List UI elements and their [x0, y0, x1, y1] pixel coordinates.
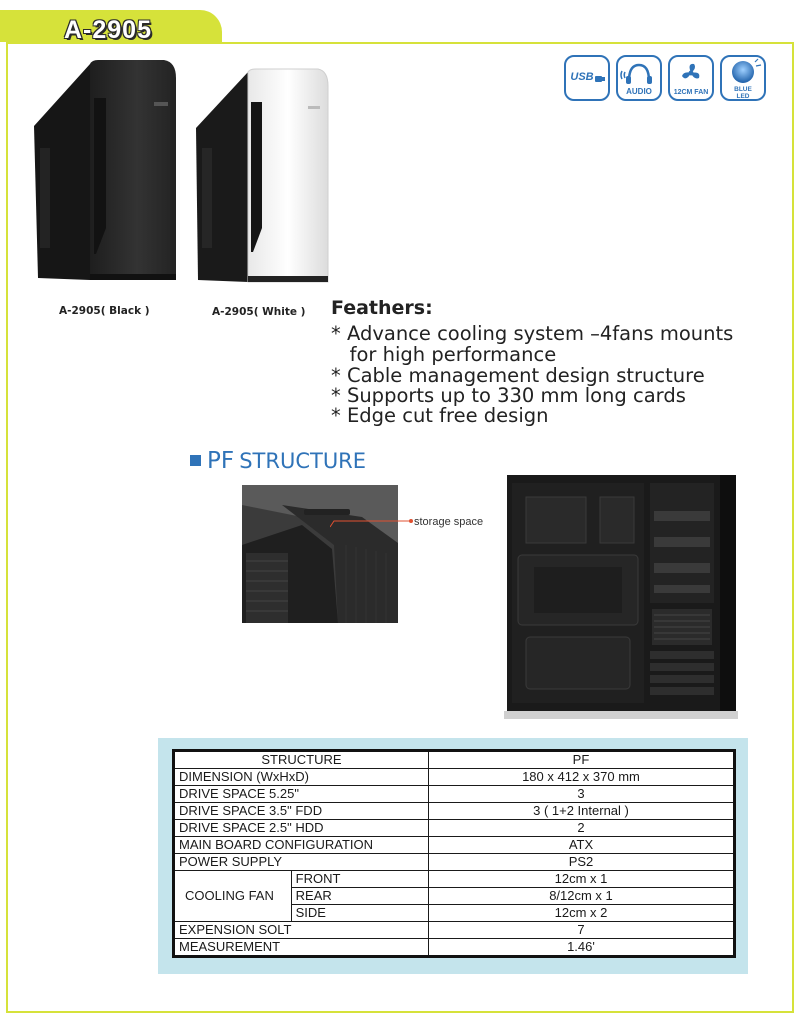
feature-line-1: * Advance cooling system –4fans mounts: [331, 322, 734, 345]
cooling-position: SIDE: [291, 905, 428, 922]
structure-heading: [190, 448, 366, 474]
structure-heading-pf: PF: [207, 448, 235, 474]
table-row: [174, 854, 735, 871]
feature-line-3: * Cable management design structure: [331, 364, 705, 387]
cooling-fan-label: COOLING FAN: [174, 871, 292, 922]
table-row: [174, 871, 735, 888]
audio-icon: [618, 59, 660, 89]
white-case-image: [196, 68, 332, 286]
led-badge-label-1: BLUE: [734, 86, 752, 93]
fan-icon: [670, 59, 712, 89]
audio-badge: [616, 55, 662, 101]
spec-value: ATX: [428, 837, 734, 854]
spec-value: 3: [428, 786, 734, 803]
spec-label: DIMENSION (WxHxD): [174, 769, 429, 786]
led-badge: [720, 55, 766, 101]
storage-detail-image: [242, 485, 398, 623]
spec-value: PS2: [428, 854, 734, 871]
interior-case-image: [504, 475, 738, 719]
structure-heading-rest: STRUCTURE: [239, 449, 367, 473]
spec-label: MAIN BOARD CONFIGURATION: [174, 837, 429, 854]
spec-label: DRIVE SPACE 2.5" HDD: [174, 820, 429, 837]
feature-line-2: for high performance: [331, 343, 557, 366]
spec-label: DRIVE SPACE 5.25": [174, 786, 429, 803]
led-badge-label-2: LED: [736, 93, 750, 100]
cooling-value: 12cm x 1: [428, 871, 734, 888]
spec-value: 2: [428, 820, 734, 837]
table-row: [174, 922, 735, 939]
model-title: A-2905: [64, 16, 152, 44]
table-row: [174, 786, 735, 803]
usb-badge-label: USB: [570, 71, 594, 83]
spec-header-pf: PF: [428, 751, 734, 769]
audio-badge-label: AUDIO: [626, 87, 652, 96]
feature-line-5: * Edge cut free design: [331, 404, 549, 427]
black-case-image: [34, 58, 180, 284]
black-case-caption: A-2905( Black ): [59, 305, 150, 317]
table-row: [174, 820, 735, 837]
white-case-caption: A-2905( White ): [212, 306, 306, 318]
led-icon: [722, 58, 764, 88]
spec-label: MEASUREMENT: [174, 939, 429, 957]
table-row: [174, 837, 735, 854]
cooling-value: 8/12cm x 1: [428, 888, 734, 905]
features-heading: Feathers:: [331, 297, 433, 319]
cooling-position: REAR: [291, 888, 428, 905]
table-row: [174, 939, 735, 957]
table-row: [174, 803, 735, 820]
callout-line: [330, 515, 416, 529]
cooling-value: 12cm x 2: [428, 905, 734, 922]
fan-badge-label: 12CM FAN: [673, 89, 709, 96]
spec-header-structure: STRUCTURE: [174, 751, 429, 769]
spec-label: EXPENSION SOLT: [174, 922, 429, 939]
spec-label: POWER SUPPLY: [174, 854, 429, 871]
spec-value: 180 x 412 x 370 mm: [428, 769, 734, 786]
spec-label: DRIVE SPACE 3.5" FDD: [174, 803, 429, 820]
spec-value: 3 ( 1+2 Internal ): [428, 803, 734, 820]
table-row: [174, 769, 735, 786]
cooling-position: FRONT: [291, 871, 428, 888]
spec-table-header: [174, 751, 735, 769]
spec-value: 1.46': [428, 939, 734, 957]
bullet-square-icon: [190, 455, 201, 466]
spec-table: [172, 749, 736, 958]
fan-badge: [668, 55, 714, 101]
storage-space-label: storage space: [414, 516, 484, 528]
spec-value: 7: [428, 922, 734, 939]
usb-badge: [564, 55, 610, 101]
model-tab: [0, 10, 222, 42]
feature-line-4: * Supports up to 330 mm long cards: [331, 384, 686, 407]
